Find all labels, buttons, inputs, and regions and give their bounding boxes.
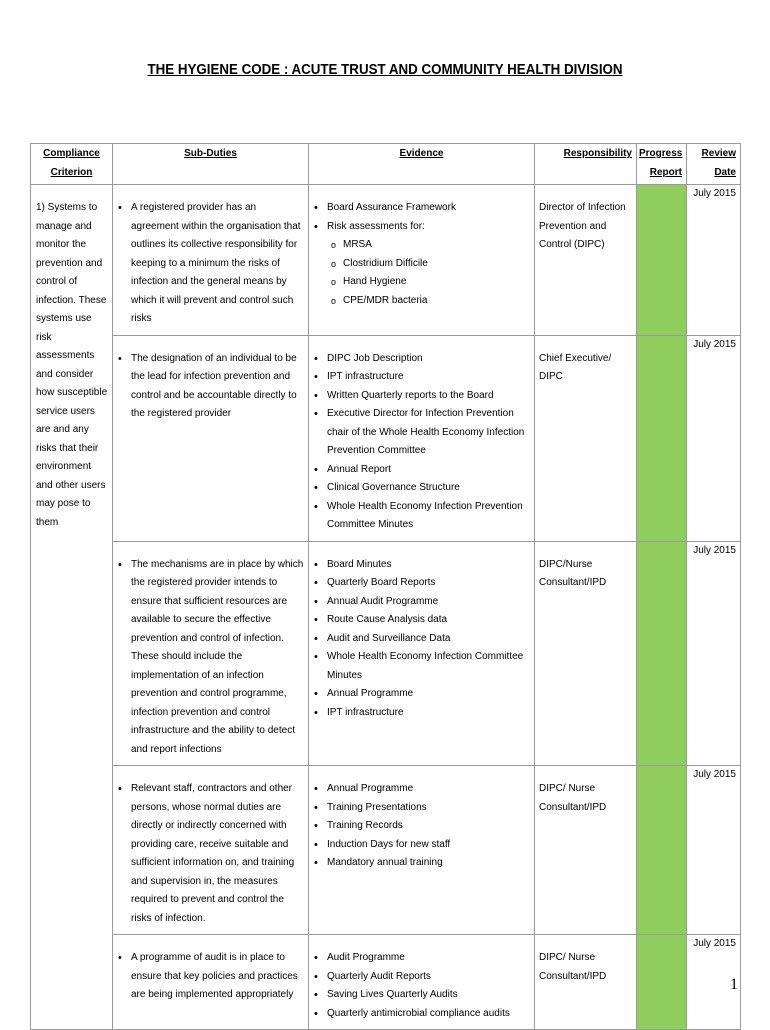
list-item: • The mechanisms are in place by which the registered provider intends to ensure that sufficient resources are available to secure the effective prevention and control of infection. These should include the implementation of an infection prevention and control programme, infection prevention and control infrastructure and the ability to detect and report infections: [117, 556, 305, 760]
list-item: • Written Quarterly reports to the Board: [313, 387, 531, 406]
list-item: • Annual Report: [313, 461, 531, 480]
sub-duty: [113, 935, 309, 1030]
progress-report-cell: [637, 541, 687, 766]
list-item: • A registered provider has an agreement within the organisation that outlines its collective responsibility for keeping to a minimum the risks of infection and the general means by which it will prevent and control such risks: [117, 199, 305, 329]
list-item: • Quarterly antimicrobial compliance audits: [313, 1005, 531, 1024]
list-item: • Board Assurance Framework: [313, 199, 531, 218]
review-date: July 2015: [687, 185, 741, 336]
responsibility-cell: DIPC/ Nurse Consultant/IPD: [535, 766, 637, 935]
hygiene-code-table: [30, 143, 741, 1030]
list-item: • The designation of an individual to be the lead for infection prevention and control and be accountable directly to the registered provider: [117, 350, 305, 424]
responsibility-cell: DIPC/ Nurse Consultant/IPD: [535, 935, 637, 1030]
sub-duty: [113, 541, 309, 766]
list-item: • Route Cause Analysis data: [313, 611, 531, 630]
list-item: • Saving Lives Quarterly Audits: [313, 986, 531, 1005]
responsibility-cell: Director of Infection Prevention and Control (DIPC): [535, 185, 637, 336]
list-item: • Annual Programme: [313, 685, 531, 704]
list-item: • Training Records: [313, 817, 531, 836]
review-date: July 2015: [687, 766, 741, 935]
list-item: • Clinical Governance Structure: [313, 479, 531, 498]
table-row: [31, 935, 741, 1030]
progress-report-cell: [637, 185, 687, 336]
progress-report-cell: [637, 766, 687, 935]
page-number: 1: [730, 976, 738, 993]
page-title: THE HYGIENE CODE : ACUTE TRUST AND COMMUNITY HEALTH DIVISION: [147, 62, 623, 78]
evidence-cell: [309, 541, 535, 766]
list-item: o Hand Hygiene: [331, 273, 531, 292]
progress-report-cell: [637, 335, 687, 541]
header-compliance-criterion: Compliance Criterion: [31, 144, 113, 185]
list-item: • Whole Health Economy Infection Committee Minutes: [313, 648, 531, 685]
list-item: o CPE/MDR bacteria: [331, 292, 531, 311]
evidence-cell: [309, 766, 535, 935]
header-responsibility: Responsibility: [535, 144, 637, 185]
list-item: • Quarterly Audit Reports: [313, 968, 531, 987]
list-item: • Relevant staff, contractors and other persons, whose normal duties are directly or indirectly concerned with providing care, receive suitable and sufficient information on, and training and supervision in, the measures required to prevent and control the risks of infection.: [117, 780, 305, 928]
sub-duty: [113, 185, 309, 336]
responsibility-cell: DIPC/Nurse Consultant/IPD: [535, 541, 637, 766]
list-item: • Induction Days for new staff: [313, 836, 531, 855]
header-row: [31, 144, 741, 185]
list-item: • Board Minutes: [313, 556, 531, 575]
review-date: July 2015: [687, 541, 741, 766]
evidence-cell: [309, 935, 535, 1030]
list-item: • Whole Health Economy Infection Prevention Committee Minutes: [313, 498, 531, 535]
list-item: o Clostridium Difficile: [331, 255, 531, 274]
header-evidence: Evidence: [309, 144, 535, 185]
list-item: • Risk assessments for: o MRSA o Clostridium Difficile o Hand Hygiene o CPE/MDR bacteria: [313, 218, 531, 311]
list-item: • IPT infrastructure: [313, 704, 531, 723]
evidence-cell: [309, 335, 535, 541]
table-row: [31, 185, 741, 336]
list-item: • Annual Audit Programme: [313, 593, 531, 612]
header-progress-report: Progress Report: [637, 144, 687, 185]
list-item: • Executive Director for Infection Prevention chair of the Whole Health Economy Infection Prevention Committee: [313, 405, 531, 461]
table-row: [31, 541, 741, 766]
sub-duty: [113, 766, 309, 935]
progress-report-cell: [637, 935, 687, 1030]
sub-duty: [113, 335, 309, 541]
list-item: • Annual Programme: [313, 780, 531, 799]
list-item: o MRSA: [331, 236, 531, 255]
list-item: • Audit and Surveillance Data: [313, 630, 531, 649]
review-date: July 2015: [687, 935, 741, 1030]
list-item: • Quarterly Board Reports: [313, 574, 531, 593]
responsibility-cell: Chief Executive/ DIPC: [535, 335, 637, 541]
list-item: • Mandatory annual training: [313, 854, 531, 873]
header-sub-duties: Sub-Duties: [113, 144, 309, 185]
table-row: [31, 766, 741, 935]
list-item: • IPT infrastructure: [313, 368, 531, 387]
header-review-date: Review Date: [687, 144, 741, 185]
list-item: • A programme of audit is in place to ensure that key policies and practices are being implemented appropriately: [117, 949, 305, 1005]
evidence-cell: [309, 185, 535, 336]
list-item: • Training Presentations: [313, 799, 531, 818]
list-item: • Audit Programme: [313, 949, 531, 968]
list-item: • DIPC Job Description: [313, 350, 531, 369]
table-row: [31, 335, 741, 541]
review-date: July 2015: [687, 335, 741, 541]
compliance-criterion: 1) Systems to manage and monitor the prevention and control of infection. These systems use risk assessments and consider how susceptible service users are and any risks that their environment and other users may pose to them: [31, 185, 113, 1030]
